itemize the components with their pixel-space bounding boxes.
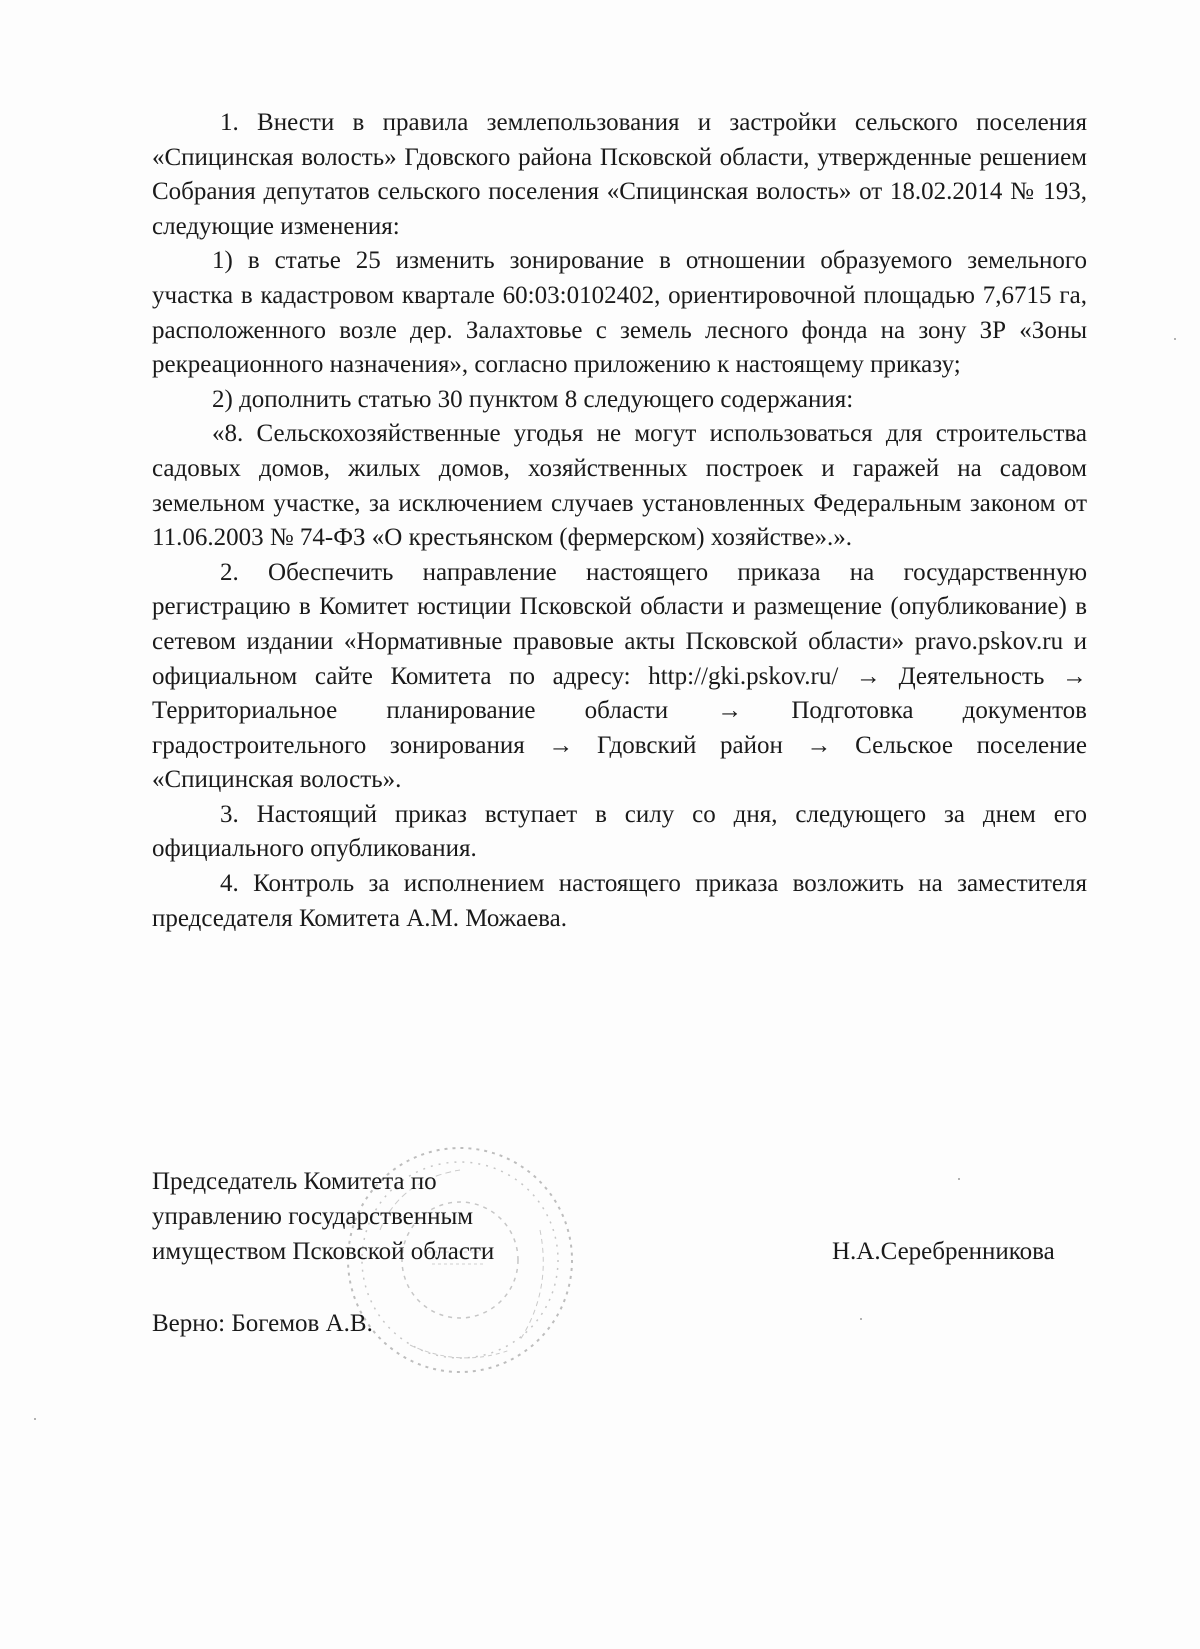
- signature-title-line-2: управлению государственным: [152, 1203, 474, 1230]
- paragraph-1-item-1: 1) в статье 25 изменить зонирование в отношении образуемого земельного участка в кадастровом квартале 60:03:0102402, ориентировочной площадью 7,6715 га, расположенного возле дер. Залахтовье с земель лесного фонда на зону ЗР «Зоны рекреационного назначения», согласно приложению к настоящему приказу;: [152, 247, 1087, 379]
- document-body: [152, 106, 1087, 936]
- signatory-name: Н.А.Серебренникова: [832, 1238, 1055, 1265]
- verified-by: Верно: Богемов А.В.: [152, 1310, 373, 1337]
- scan-speck: [34, 1418, 36, 1420]
- paragraph-3: 3. Настоящий приказ вступает в силу со дня, следующего за днем его официального опубликования.: [152, 800, 1087, 863]
- signature-title: [152, 1164, 494, 1269]
- signature-title-line-1: Председатель Комитета по: [152, 1168, 437, 1195]
- scan-speck: [860, 1318, 862, 1320]
- paragraph-4: 4. Контроль за исполнением настоящего приказа возложить на заместителя председателя Комитета А.М. Можаева.: [152, 870, 1087, 932]
- paragraph-1-item-2: 2) дополнить статью 30 пунктом 8 следующего содержания:: [212, 385, 854, 413]
- paragraph-1: 1. Внести в правила землепользования и застройки сельского поселения «Спицинская волость» Гдовского района Псковской области, утвержденные решением Собрания депутатов сельского поселения «Спицинская волость» от 18.02.2014 № 193, следующие изменения:: [152, 109, 1087, 240]
- scan-speck: [958, 1178, 960, 1180]
- signature-title-line-3: имуществом Псковской области: [152, 1238, 495, 1265]
- paragraph-1-item-2-quote: «8. Сельскохозяйственные угодья не могут использоваться для строительства садовых домов, жилых домов, хозяйственных построек и гаражей на садовом земельном участке, за исключением случаев установленных Федеральным законом от 11.06.2003 № 74-ФЗ «О крестьянском (фермерском) хозяйстве».».: [152, 420, 1087, 552]
- scan-speck: [1174, 338, 1176, 340]
- paragraph-2: 2. Обеспечить направление настоящего приказа на государственную регистрацию в Комитет юстиции Псковской области и размещение (опубликование) в сетевом издании «Нормативные правовые акты Псковской области» pravo.pskov.ru и официальном сайте Комитета по адресу: http://gki.pskov.ru/ → Деятельность → Территориальное планирование области → Подготовка документов градостроительного зонирования → Гдовский район → Сельское поселение «Спицинская волость».: [152, 558, 1087, 794]
